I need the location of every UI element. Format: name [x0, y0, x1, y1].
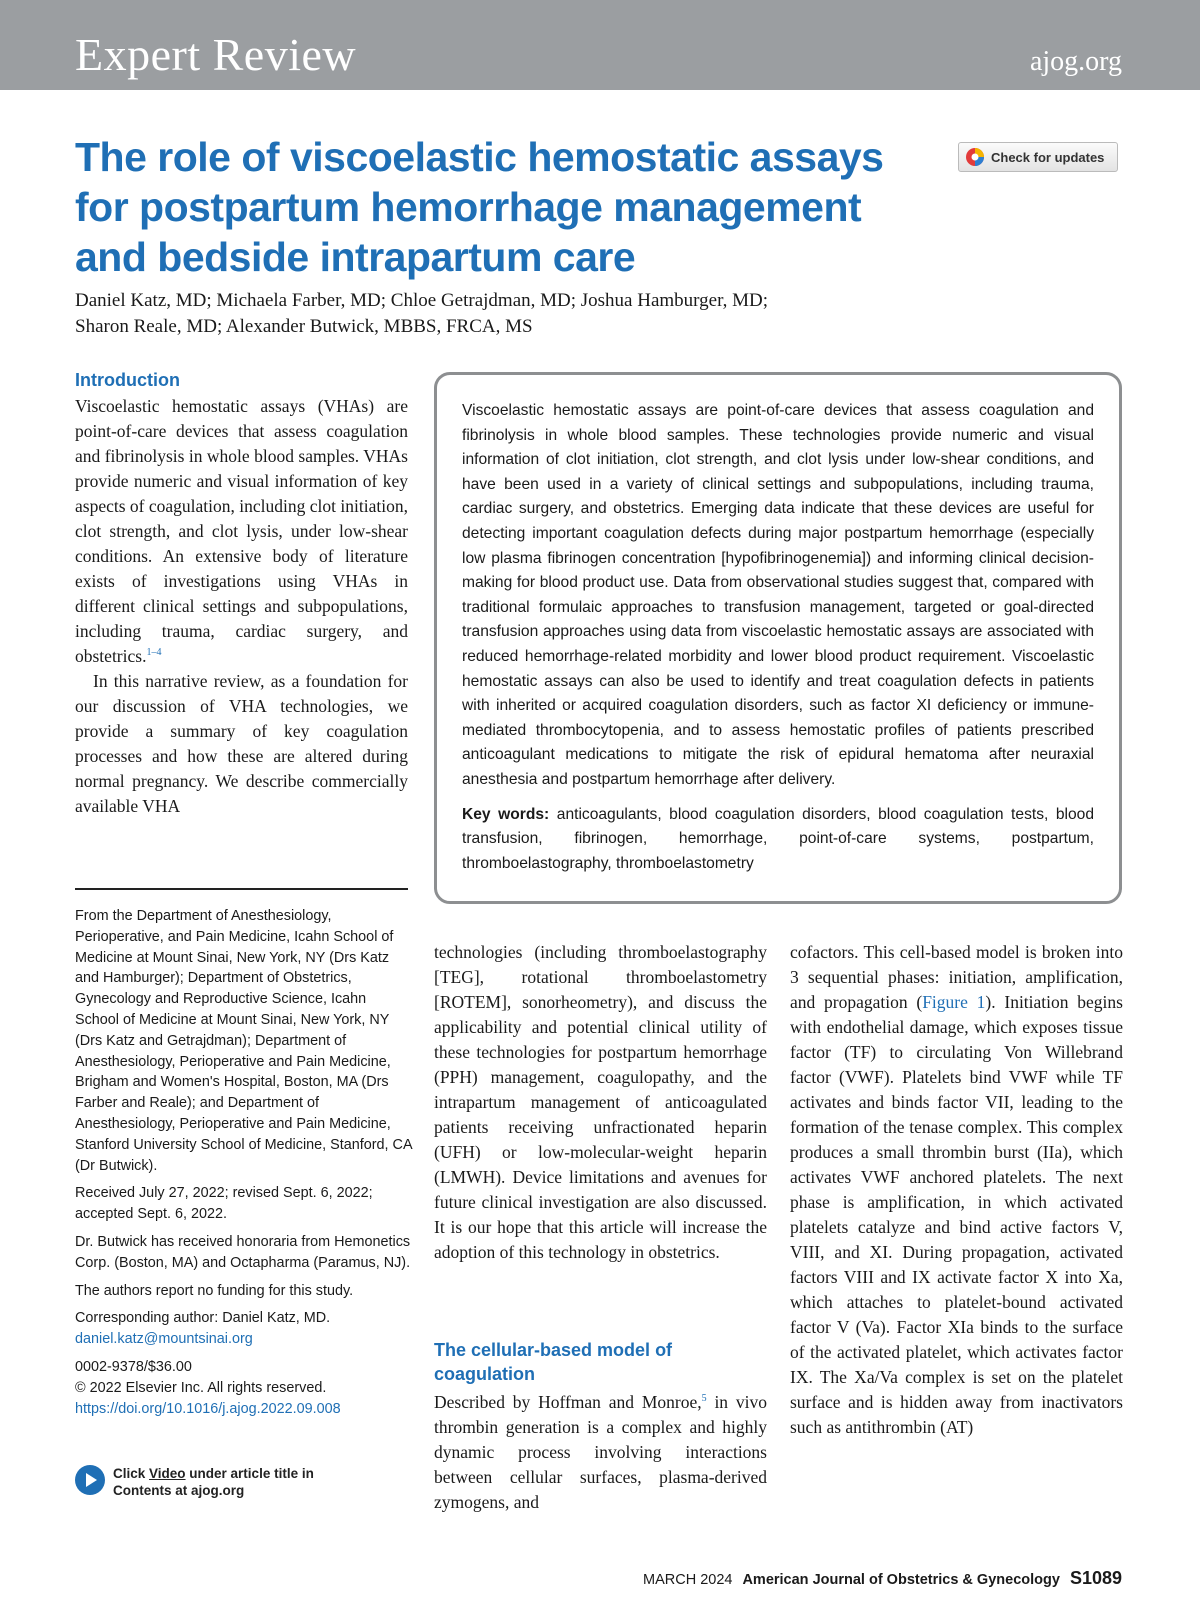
- affiliations-block: [75, 906, 413, 1426]
- article-title: The role of viscoelastic hemostatic assays for postpartum hemorrhage management and bedside intrapartum care: [75, 134, 884, 280]
- check-for-updates-button[interactable]: [958, 142, 1118, 172]
- video-note-text: [113, 1465, 353, 1499]
- hoffman-reference[interactable]: 5: [701, 1393, 707, 1405]
- funding-statement: The authors report no funding for this study.: [75, 1282, 354, 1299]
- page-number: S1089: [1069, 1568, 1122, 1588]
- copyright-line: © 2022 Elsevier Inc. All rights reserved.: [75, 1379, 327, 1396]
- right-p1-a: cofactors. This cell-based model is broken into 3 sequential phases: initiation, amplification, and propagation (: [790, 942, 1123, 1012]
- journal-name: American Journal of Obstetrics & Gynecology: [742, 1572, 1060, 1588]
- middle-column-continued: [434, 1390, 767, 1515]
- middle-p2-rest: in vivo thrombin generation is a complex and highly dynamic process involving interactions between cellular surfaces, plasma-derived zymogens, and: [434, 1392, 767, 1512]
- affiliation-divider: [75, 888, 408, 890]
- video-suffix: under article title in Contents at ajog.org: [113, 1466, 314, 1498]
- keywords-label: Key words:: [462, 805, 550, 823]
- middle-paragraph-2: [434, 1390, 767, 1515]
- disclosure: Dr. Butwick has received honoraria from Hemonetics Corp. (Boston, MA) and Octapharma (Paramus, NJ).: [75, 1233, 411, 1271]
- middle-column: [434, 940, 767, 1265]
- site-link[interactable]: ajog.org: [1029, 46, 1122, 77]
- authors-line-1: Daniel Katz, MD; Michaela Farber, MD; Chloe Getrajdman, MD; Joshua Hamburger, MD;: [75, 290, 769, 311]
- intro-paragraph-2: In this narrative review, as a foundation for our discussion of VHA technologies, we provide a summary of key coagulation processes and how these are altered during normal pregnancy. We describe commercially available VHA: [75, 671, 408, 816]
- abstract-text: Viscoelastic hemostatic assays are point-of-care devices that assess coagulation and fibrinolysis in whole blood samples. These technologies provide numeric and visual information of clot initiation, clot strength, and clot lysis under low-shear conditions, and have been used in a variety of clinical settings and subpopulations, including trauma, cardiac surgery, and obstetrics. Emerging data indicate that these devices are useful for detecting important coagulation defects during major postpartum hemorrhage (especially low plasma fibrinogen concentration [hypofibrinogenemia]) and informing clinical decision-making for blood product use. Data from observational studies suggest that, compared with traditional formulaic approaches to transfusion management, targeted or goal-directed transfusion approaches using data from viscoelastic hemostatic assays are associated with reduced hemorrhage-related morbidity and lower blood product requirement. Viscoelastic hemostatic assays can also be used to identify and treat coagulation defects in patients with inherited or acquired coagulation disorders, such as factor XI deficiency or immune-mediated thrombocytopenia, and to assess hemostatic profiles of patients prescribed anticoagulant medications to mitigate the risk of epidural hematoma after neuraxial anesthesia and postpartum hemorrhage after delivery.: [462, 402, 1094, 788]
- affiliation-from: From the Department of Anesthesiology, Perioperative, and Pain Medicine, Icahn School of Medicine at Mount Sinai, New York, NY (Drs Katz and Hamburger); Department of Obstetrics, Gynecology and Reproductive Science, Icahn School of Medicine at Mount Sinai, New York, NY (Drs Katz and Getrajdman); Department of Anesthesiology, Perioperative and Pain Medicine, Brigham and Women's Hospital, Boston, MA (Drs Farber and Reale); and Department of Anesthesiology, Perioperative and Pain Medicine, Stanford University School of Medicine, Stanford, CA (Dr Butwick).: [75, 908, 412, 1174]
- doi-line: [75, 1399, 413, 1420]
- doi-link[interactable]: https://doi.org/10.1016/j.ajog.2022.09.008: [75, 1400, 341, 1417]
- video-prefix: Click: [113, 1466, 150, 1481]
- intro-reference[interactable]: 1–4: [146, 647, 162, 659]
- corresponding-author: [75, 1308, 413, 1350]
- right-paragraph-1: [790, 940, 1123, 1440]
- middle-p2-start: Described by Hoffman and Monroe,: [434, 1392, 702, 1412]
- middle-paragraph-1: technologies (including thromboelastography [TEG], rotational thromboelastometry [ROTEM], sonorheometry), and discuss the applicability and potential clinical utility of these technologies for postpartum hemorrhage (PPH) management, coagulopathy, and the intrapartum management of anticoagulated patients receiving unfractionated heparin (UFH) or low-molecular-weight heparin (LMWH). Device limitations and avenues for future clinical investigation are also discussed. It is our hope that this article will increase the adoption of this technology in obstetrics.: [434, 942, 767, 1262]
- play-video-icon[interactable]: [75, 1465, 105, 1495]
- introduction-body: [75, 394, 408, 819]
- video-note[interactable]: [75, 1465, 353, 1499]
- right-column: [790, 940, 1123, 1440]
- page-footer: [643, 1568, 1122, 1589]
- received-dates: Received July 27, 2022; revised Sept. 6, 2022; accepted Sept. 6, 2022.: [75, 1185, 373, 1223]
- section-label: Expert Review: [75, 29, 357, 80]
- intro-p1-text: Viscoelastic hemostatic assays (VHAs) are point-of-care devices that assess coagulation and fibrinolysis in whole blood samples. VHAs provide numeric and visual information of key aspects of coagulation, including clot initiation, clot strength, and clot lysis, under low-shear conditions. An extensive body of literature exists of investigations using VHAs in different clinical settings and subpopulations, including trauma, cardiac surgery, and obstetrics.: [75, 396, 408, 666]
- abstract-box: [434, 372, 1122, 904]
- issue-date: MARCH 2024: [643, 1572, 733, 1588]
- introduction-heading: Introduction: [75, 370, 180, 390]
- authors-line-2: Sharon Reale, MD; Alexander Butwick, MBBS, FRCA, MS: [75, 316, 533, 337]
- corresponding-email-link[interactable]: daniel.katz@mountsinai.org: [75, 1331, 253, 1348]
- check-updates-label: Check for updates: [991, 149, 1105, 165]
- right-p1-b: ). Initiation begins with endothelial damage, which exposes tissue factor (TF) to circulating Von Willebrand factor (VWF). Platelets bind VWF while TF activates and binds factor VII, leading to the formation of the tenase complex. This complex produces a small thrombin burst (IIa), which activates VWF anchored platelets. The next phase is amplification, in which activated platelets catalyze and bind active factors V, VIII, and XI. During propagation, activated factors VIII and IX activate factor X into Xa, which attaches to platelet-bound activated factor V (Va). Factor XIa binds to the surface of the activated platelet, which activates factor IX. The Xa/Va complex is set on the platelet surface and is hidden away from inactivators such as antithrombin (AT): [790, 992, 1123, 1437]
- check-updates-icon: [965, 147, 985, 167]
- video-link[interactable]: Video: [149, 1466, 186, 1481]
- keywords-list: anticoagulants, blood coagulation disorders, blood coagulation tests, blood transfusion, fibrinogen, hemorrhage, point-of-care systems, postpartum, thromboelastography, thromboelastometry: [462, 805, 1094, 872]
- keywords: [462, 803, 1094, 877]
- corresponding-prefix: Corresponding author: Daniel Katz, MD.: [75, 1310, 331, 1327]
- issn-line: 0002-9378/$36.00: [75, 1358, 192, 1375]
- cellular-model-heading: The cellular-based model of coagulation: [434, 1340, 673, 1384]
- author-list: [75, 288, 1105, 340]
- figure-1-link[interactable]: Figure 1: [922, 992, 986, 1012]
- intro-paragraph-1: [75, 394, 408, 669]
